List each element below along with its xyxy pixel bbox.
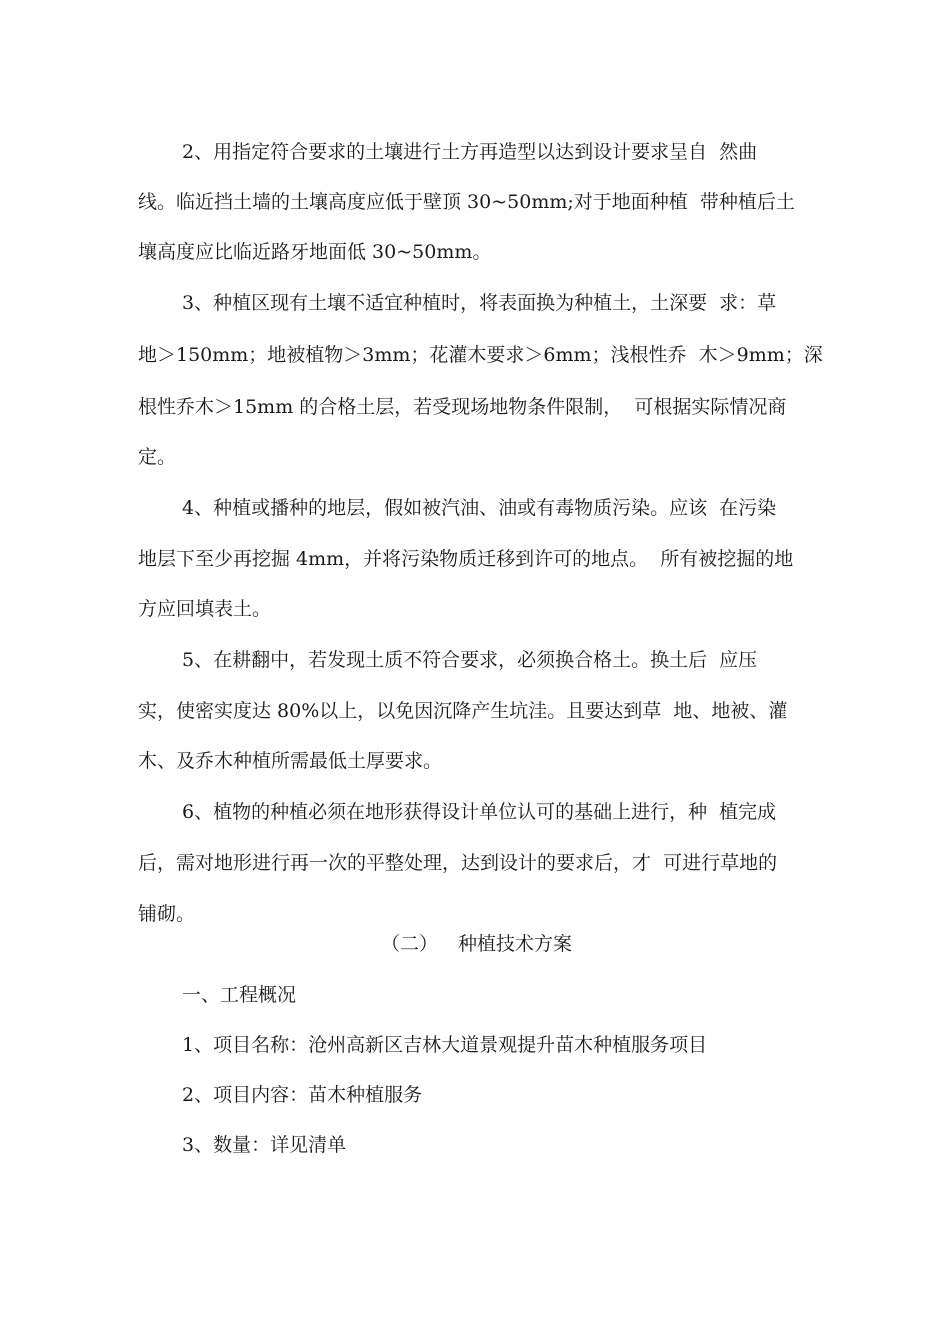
paragraph-3-line-1 [0, 288, 950, 318]
paragraph-2-line-1 [0, 137, 950, 167]
project-quantity [0, 1130, 950, 1160]
text-line: 地层下至少再挖掘 4mm，并将污染物质迁移到许可的地点。 所有被挖掘的地 [138, 548, 794, 570]
paragraph-6-line-3 [0, 899, 950, 929]
paragraph-4-line-3 [0, 594, 950, 624]
text-line: 木、及乔木种植所需最低土厚要求。 [138, 750, 443, 772]
text-line: 1、项目名称：沧州高新区吉林大道景观提升苗木种植服务项目 [182, 1034, 708, 1056]
text-line: 2、用指定符合要求的土壤进行土方再造型以达到设计要求呈自 然曲 [182, 141, 758, 163]
section-heading [0, 929, 950, 959]
paragraph-6-line-2 [0, 848, 950, 878]
overview-heading [0, 980, 950, 1010]
text-line: 一、工程概况 [182, 984, 297, 1006]
paragraph-3-line-4 [0, 442, 950, 472]
paragraph-6-line-1 [0, 797, 950, 827]
text-line: 地＞150mm；地被植物＞3mm；花灌木要求＞6mm；浅根性乔 木＞9mm；深 [138, 344, 823, 366]
section-title: 种植技术方案 [458, 933, 573, 955]
paragraph-2-line-2 [0, 187, 950, 217]
paragraph-5-line-1 [0, 645, 950, 675]
paragraph-4-line-1 [0, 493, 950, 523]
project-content [0, 1080, 950, 1110]
paragraph-5-line-3 [0, 746, 950, 776]
text-line: 6、植物的种植必须在地形获得设计单位认可的基础上进行，种 植完成 [182, 801, 777, 823]
text-line: 4、种植或播种的地层，假如被汽油、油或有毒物质污染。应该 在污染 [182, 497, 777, 519]
text-line: 定。 [138, 446, 177, 468]
text-line: 后，需对地形进行再一次的平整处理，达到设计的要求后，才 可进行草地的 [138, 852, 778, 874]
text-line: 壤高度应比临近路牙地面低 30~50mm。 [138, 241, 492, 263]
text-line: 铺砌。 [138, 903, 196, 925]
text-line: 3、数量：详见清单 [182, 1134, 347, 1156]
paragraph-4-line-2 [0, 544, 950, 574]
paragraph-3-line-3 [0, 392, 950, 422]
text-line: 2、项目内容：苗木种植服务 [182, 1084, 423, 1106]
paragraph-5-line-2 [0, 696, 950, 726]
text-line: 方应回填表土。 [138, 598, 272, 620]
text-line: 根性乔木＞15mm 的合格土层，若受现场地物条件限制， 可根据实际情况商 [138, 396, 787, 418]
project-name [0, 1030, 950, 1060]
text-line: 实，使密实度达 80%以上，以免因沉降产生坑洼。且要达到草 地、地被、灌 [138, 700, 788, 722]
text-line: 5、在耕翻中，若发现土质不符合要求，必须换合格土。换土后 应压 [182, 649, 758, 671]
text-line: 3、种植区现有土壤不适宜种植时，将表面换为种植土，土深要 求：草 [182, 292, 777, 314]
paragraph-3-line-2 [0, 340, 950, 370]
text-line: 线。临近挡土墙的土壤高度应低于壁顶 30~50mm;对于地面种植 带种植后土 [138, 191, 795, 213]
paragraph-2-line-3 [0, 237, 950, 267]
section-number: （二） [381, 933, 439, 955]
